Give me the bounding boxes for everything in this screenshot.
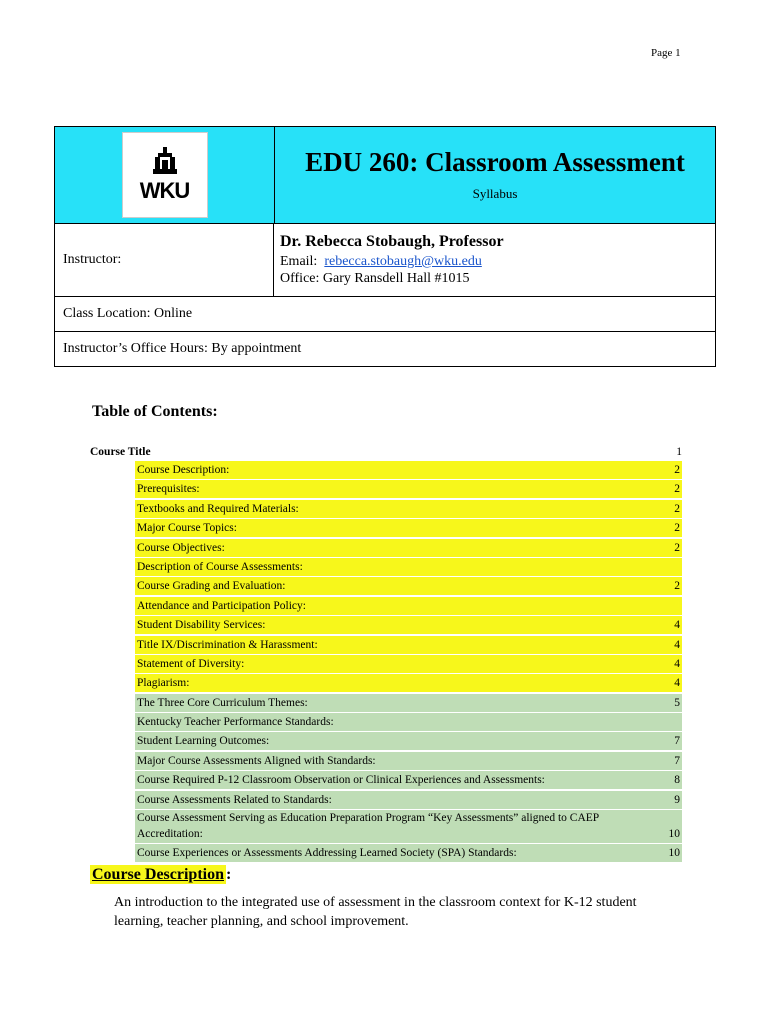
toc-entry-label: Description of Course Assessments: <box>137 560 303 573</box>
toc-entry[interactable] <box>135 461 682 479</box>
instructor-name: Dr. Rebecca Stobaugh, Professor <box>280 233 504 250</box>
toc-entry-page: 10 <box>668 827 680 840</box>
toc-entry-page: 5 <box>674 696 680 709</box>
toc-entry-label: The Three Core Curriculum Themes: <box>137 696 308 709</box>
cupola-icon <box>152 147 178 175</box>
toc-entry[interactable] <box>135 480 682 498</box>
toc-entry-label: Course Grading and Evaluation: <box>137 580 286 593</box>
toc-entry[interactable] <box>135 844 682 862</box>
toc-entry[interactable] <box>135 519 682 537</box>
toc-entry[interactable] <box>135 732 682 750</box>
toc-entry-label: Course Description: <box>137 464 230 476</box>
toc-entry-label: Course Required P-12 Classroom Observation or Clinical Experiences and Assessments: <box>137 774 545 787</box>
page-number: Page 1 <box>651 47 681 59</box>
toc-entry-label: Student Learning Outcomes: <box>137 735 270 748</box>
toc-entry-page: 10 <box>668 847 680 860</box>
toc-entries <box>90 461 682 862</box>
toc-entry[interactable] <box>135 694 682 712</box>
toc-entry[interactable] <box>135 597 682 615</box>
toc-entry-label: Course Experiences or Assessments Addressing Learned Society (SPA) Standards: <box>137 847 517 860</box>
toc-entry[interactable] <box>135 810 682 843</box>
table-of-contents <box>90 443 682 864</box>
office-hours: Instructor’s Office Hours: By appointment <box>63 341 302 356</box>
toc-heading: Table of Contents: <box>92 403 218 420</box>
logo-wordmark: WKU <box>139 177 190 203</box>
toc-entry-label: Prerequisites: <box>137 483 200 496</box>
toc-entry-page: 4 <box>674 619 680 632</box>
toc-entry[interactable] <box>135 771 682 789</box>
toc-entry[interactable] <box>135 636 682 654</box>
wku-logo <box>122 132 208 218</box>
toc-entry[interactable] <box>135 752 682 770</box>
course-description-body: An introduction to the integrated use of assessment in the classroom context for K-12 student learning, teacher planning, and school improvement. <box>114 895 637 929</box>
toc-entry[interactable] <box>135 655 682 673</box>
logo-cell <box>55 127 275 223</box>
toc-entry-label: Major Course Assessments Aligned with Standards: <box>137 754 376 767</box>
toc-entry[interactable] <box>135 577 682 595</box>
toc-entry-page: 4 <box>674 638 680 651</box>
toc-entry-label: Course Objectives: <box>137 541 225 554</box>
toc-entry-page: 4 <box>674 657 680 670</box>
toc-entry-label: Textbooks and Required Materials: <box>137 502 299 515</box>
toc-entry-page: 7 <box>674 754 680 767</box>
toc-entry-label: Course Assessments Related to Standards: <box>137 793 332 806</box>
toc-entry-page: 9 <box>674 793 680 806</box>
toc-entry-label: Title IX/Discrimination & Harassment: <box>137 638 318 651</box>
class-location: Class Location: Online <box>55 297 715 332</box>
course-description-heading-text: Course Description <box>92 866 224 883</box>
toc-entry-page: 2 <box>674 464 680 476</box>
syllabus-header-table <box>54 126 716 367</box>
toc-entry-page: 2 <box>674 522 680 535</box>
toc-entry-label: Course Title <box>90 446 151 458</box>
email-line <box>280 254 715 270</box>
toc-entry-label: Plagiarism: <box>137 677 190 690</box>
toc-entry-page: 8 <box>674 774 680 787</box>
toc-entry-label: Attendance and Participation Policy: <box>137 599 306 612</box>
heading-colon: : <box>225 866 232 883</box>
toc-entry-page: 2 <box>674 502 680 515</box>
toc-entry-page: 2 <box>674 541 680 554</box>
office-line: Office: Gary Ransdell Hall #1015 <box>280 271 470 286</box>
toc-entry-page: 7 <box>674 735 680 748</box>
toc-entry-page: 4 <box>674 677 680 690</box>
email-link[interactable]: rebecca.stobaugh@wku.edu <box>324 254 482 269</box>
toc-entry[interactable] <box>135 500 682 518</box>
title-cell <box>275 127 715 223</box>
toc-entry-page: 1 <box>676 446 682 458</box>
toc-entry-label: Statement of Diversity: <box>137 657 245 670</box>
toc-entry[interactable] <box>135 674 682 692</box>
toc-entry[interactable] <box>135 713 682 731</box>
header-title-row <box>55 127 715 224</box>
document-subtitle: Syllabus <box>472 186 518 201</box>
email-label: Email: <box>280 254 318 269</box>
toc-entry-page: 2 <box>674 580 680 593</box>
course-description-heading <box>90 866 231 884</box>
toc-entry-page: 2 <box>674 483 680 496</box>
toc-entry[interactable] <box>135 539 682 557</box>
toc-entry-course-title[interactable] <box>90 443 682 461</box>
instructor-label: Instructor: <box>55 224 274 296</box>
toc-entry-label: Course Assessment Serving as Education Preparation Program “Key Assessments” aligned to CAEP Accreditation: <box>137 812 599 840</box>
toc-entry[interactable] <box>135 558 682 576</box>
instructor-row <box>55 224 715 297</box>
toc-entry[interactable] <box>135 791 682 809</box>
toc-entry-label: Kentucky Teacher Performance Standards: <box>137 716 334 729</box>
toc-entry[interactable] <box>135 616 682 634</box>
toc-entry-label: Student Disability Services: <box>137 619 266 632</box>
toc-entry-label: Major Course Topics: <box>137 522 237 535</box>
instructor-info <box>274 224 715 296</box>
course-title: EDU 260: Classroom Assessment <box>305 147 685 177</box>
